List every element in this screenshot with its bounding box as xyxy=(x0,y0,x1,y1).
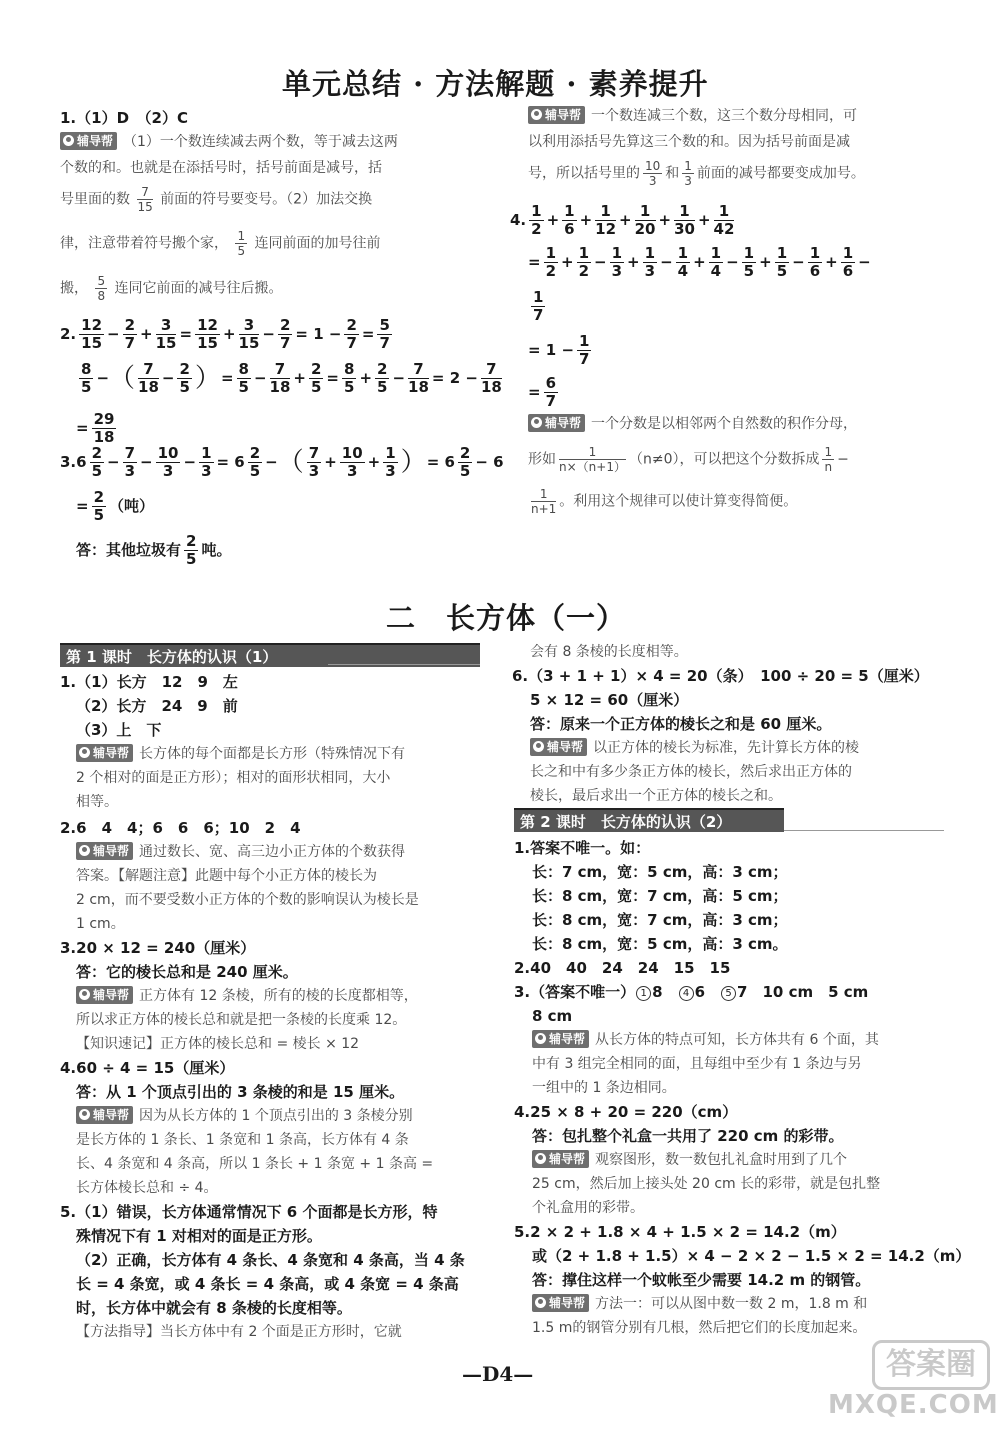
l1-line: 答：从 1 个顶点引出的 3 条棱的和是 15 厘米。 xyxy=(76,1083,405,1101)
tutor-badge: 辅导帮 xyxy=(76,744,133,762)
l2-line: 答：撑住这样一个蚊帐至少需要 14.2 m 的钢管。 xyxy=(532,1271,871,1289)
tutor-icon xyxy=(79,989,90,1000)
l2-line: 长：8 cm，宽：7 cm，高：3 cm； xyxy=(532,911,788,929)
explanation-1-line-3: 号里面的数 $\frac{7}{15}$ 前面的符号要变号。（2）加法交换 xyxy=(60,185,373,214)
tutor-icon xyxy=(535,1033,546,1044)
explanation-4-line-3: $\frac{1}{n+1}$ 。利用这个规律可以使计算变得简便。 xyxy=(531,487,798,516)
lesson-2-heading: 第 2 课时 长方体的认识（2） xyxy=(514,808,784,832)
l1-exp: 辅导帮 通过数长、宽、高三边小正方体的个数获得 xyxy=(76,840,405,864)
l1-line: 3.20 × 12 = 240（厘米） xyxy=(60,939,256,957)
l1-line: 4.60 ÷ 4 = 15（厘米） xyxy=(60,1059,235,1077)
l1-line: 长 = 4 条宽，或 4 条长 = 4 条高，或 4 条宽 = 4 条高 xyxy=(76,1275,459,1293)
tutor-badge: 辅导帮 xyxy=(76,986,133,1004)
l1-exp: 是长方体的 1 条长、1 条宽和 1 条高，长方体有 4 条 xyxy=(76,1132,409,1148)
explanation-3-line-2: 以利用添括号先算这三个数的和。因为括号前面是减 xyxy=(528,134,850,150)
fraction: $\frac{5}{8}$ xyxy=(97,274,106,303)
l1-line: 5.（1）错误，长方体通常情况下 6 个面都是长方形，特 xyxy=(60,1203,438,1221)
l1-exp: 辅导帮 因为从长方体的 1 个顶点引出的 3 条棱分别 xyxy=(76,1104,413,1128)
divider xyxy=(784,830,944,831)
tutor-badge: 辅导帮 xyxy=(528,106,585,124)
divider xyxy=(328,664,480,665)
tutor-badge: 辅导帮 xyxy=(76,1106,133,1124)
l1-line: 1.（1）长方 12 9 左 xyxy=(60,673,238,691)
tutor-icon xyxy=(79,845,90,856)
l2-exp: 中有 3 组完全相同的面，且每组中至少有 1 条边与另 xyxy=(532,1056,862,1072)
r-exp: 辅导帮 以正方体的棱长为标准，先计算长方体的棱 xyxy=(530,736,859,760)
explanation-1-line-1: 辅导帮 （1）一个数连续减去两个数，等于减去这两 xyxy=(60,130,398,154)
r-line: 6.（3 + 1 + 1）× 4 = 20（条） 100 ÷ 20 = 5（厘米） xyxy=(512,667,929,685)
l2-exp: 辅导帮 从长方体的特点可知，长方体共有 6 个面，其 xyxy=(532,1028,879,1052)
l1-exp: 相等。 xyxy=(76,794,118,810)
l1-line: （3）上 下 xyxy=(76,721,162,739)
l2-line: 答：包扎整个礼盒一共用了 220 cm 的彩带。 xyxy=(532,1127,844,1145)
l2-line: 长：8 cm，宽：7 cm，高：5 cm； xyxy=(532,887,788,905)
l1-line: （2）长方 24 9 前 xyxy=(76,697,238,715)
answer-2-line-1: 2. $\frac{12}{15}$ − $\frac{2}{7}$ + $\frac{3}{15}$ = $\frac{12}{15}$ + $\frac{3}{15}$ − $\frac{2}{7}$ = 1 − $\frac{2}{7}$ = $\frac{5}{7}$ xyxy=(60,316,390,352)
l2-exp: 一组中的 1 条边相同。 xyxy=(532,1080,676,1096)
tutor-icon xyxy=(531,109,542,120)
explanation-3-line-3: 号，所以括号里的 $\frac{10}{3}$ 和 $\frac{1}{3}$ 前面的减号都要变成加号。 xyxy=(528,159,865,188)
explanation-1-line-4: 律，注意带着符号搬个家， $\frac{1}{5}$ 连同前面的加号往前 xyxy=(60,229,381,258)
section-title: 二 长方体（一） xyxy=(386,601,627,635)
l2-line: 长：7 cm，宽：5 cm，高：3 cm； xyxy=(532,863,788,881)
answer-3-conclusion: 答：其他垃圾有 $\frac{2}{5}$ 吨。 xyxy=(76,532,232,568)
tutor-icon xyxy=(79,747,90,758)
answer-4-line-5: = $\frac{6}{7}$ xyxy=(528,374,557,410)
answer-1: 1.（1）D （2）C xyxy=(60,109,188,127)
l2-exp: 个礼盒用的彩带。 xyxy=(532,1200,644,1216)
answer-3-line-2: = $\frac{2}{5}$ （吨） xyxy=(76,488,155,524)
answer-4-line-3: $\frac{1}{7}$ xyxy=(533,288,544,324)
tutor-badge: 辅导帮 xyxy=(530,738,587,756)
answer-2-line-2: $\frac{8}{5}$ −（ $\frac{7}{18}$ − $\frac{2}{5}$ ）= $\frac{8}{5}$ − $\frac{7}{18}$ + $\frac{2}{5}$ = $\frac{8}{5}$ + $\frac{2}{5}$ − $\frac{7}{18}$ = 2 − $\frac{7}{18}$ xyxy=(81,360,502,396)
tutor-badge: 辅导帮 xyxy=(532,1030,589,1048)
l2-line: 8 cm xyxy=(532,1007,573,1025)
tutor-icon xyxy=(533,741,544,752)
explanation-1-line-2: 个数的和。也就是在添括号时，括号前面是减号，括 xyxy=(60,160,382,176)
tutor-icon xyxy=(535,1153,546,1164)
l1-exp: 所以求正方体的棱长总和就是把一条棱的长度乘 12。 xyxy=(76,1012,407,1028)
r-line: 答：原来一个正方体的棱长之和是 60 厘米。 xyxy=(530,715,832,733)
l1-exp: 辅导帮 正方体有 12 条棱，所有的棱的长度都相等， xyxy=(76,984,418,1008)
r-exp: 会有 8 条棱的长度相等。 xyxy=(530,644,688,660)
l2-line: 1.答案不唯一。如： xyxy=(514,839,651,857)
l1-exp: 2 cm，而不要受数小正方体的个数的影响误认为棱长是 xyxy=(76,892,419,908)
answer-4-line-4: = 1 − $\frac{1}{7}$ xyxy=(528,332,590,368)
answer-3-line-1: 3.6 $\frac{2}{5}$ − $\frac{7}{3}$ − $\frac{10}{3}$ − $\frac{1}{3}$ = 6 $\frac{2}{5}$ −（ $\frac{7}{3}$ + $\frac{10}{3}$ + $\frac{1}{3}$ ）= 6 $\frac{2}{5}$ − 6 xyxy=(60,444,504,480)
l2-exp: 辅导帮 方法一：可以从图中数一数 2 m，1.8 m 和 xyxy=(532,1292,867,1316)
answer-4-line-1: 4. $\frac{1}{2}$ + $\frac{1}{6}$ + $\frac{1}{12}$ + $\frac{1}{20}$ + $\frac{1}{30}$ + $\frac{1}{42}$ xyxy=(510,202,735,238)
l1-line: 时，长方体中就会有 8 条棱的长度相等。 xyxy=(76,1299,352,1317)
explanation-1-line-5: 搬， $\frac{5}{8}$ 连同它前面的减号往后搬。 xyxy=(60,274,283,303)
tutor-icon xyxy=(79,1109,90,1120)
tutor-badge: 辅导帮 xyxy=(76,842,133,860)
l1-line: 答：它的棱长总和是 240 厘米。 xyxy=(76,963,298,981)
lesson-1-heading: 第 1 课时 长方体的认识（1） xyxy=(60,643,480,667)
explanation-4-line-1: 辅导帮 一个分数是以相邻两个自然数的积作分母， xyxy=(528,412,857,436)
l2-exp: 1.5 m的钢管分别有几根，然后把它们的长度加起来。 xyxy=(532,1320,867,1336)
r-exp: 棱长，最后求出一个正方体的棱长之和。 xyxy=(530,788,782,804)
explanation-4-line-2: 形如 $\frac{1}{n\times(n+1)}$ （n≠0），可以把这个分数拆成 $\frac{1}{n}$ − xyxy=(528,445,849,474)
tutor-badge: 辅导帮 xyxy=(60,132,117,150)
r-exp: 长之和中有多少条正方体的棱长，然后求出正方体的 xyxy=(530,764,852,780)
l1-exp: 【方法指导】当长方体中有 2 个面是正方形时，它就 xyxy=(76,1324,402,1340)
answer-2-line-3: = $\frac{29}{18}$ xyxy=(76,410,115,446)
page-title: 单元总结 · 方法解题 · 素养提升 xyxy=(282,67,709,101)
tutor-badge: 辅导帮 xyxy=(528,414,585,432)
l2-exp: 辅导帮 观察图形，数一数包扎礼盒时用到了几个 xyxy=(532,1148,847,1172)
l2-exp: 25 cm，然后加上接头处 20 cm 长的彩带，就是包扎整 xyxy=(532,1176,881,1192)
watermark-logo: 答案圈 xyxy=(872,1340,990,1390)
fraction: $\frac{7}{15}$ xyxy=(137,185,153,214)
l1-line: 2.6 4 4；6 6 6；10 2 4 xyxy=(60,819,301,837)
fraction: $\frac{1}{5}$ xyxy=(237,229,246,258)
l1-exp: 辅导帮 长方体的每个面都是长方形（特殊情况下有 xyxy=(76,742,405,766)
tutor-badge: 辅导帮 xyxy=(532,1294,589,1312)
r-line: 5 × 12 = 60（厘米） xyxy=(530,691,689,709)
watermark-url: MXQE.COM xyxy=(828,1390,999,1420)
tutor-icon xyxy=(535,1297,546,1308)
l1-exp: 2 个相对的面是正方形）；相对的面形状相同，大小 xyxy=(76,770,391,786)
page-number: —D4— xyxy=(462,1362,534,1386)
answer-4-line-2: = $\frac{1}{2}$ + $\frac{1}{2}$ − $\frac{1}{3}$ + $\frac{1}{3}$ − $\frac{1}{4}$ + $\frac{1}{4}$ − $\frac{1}{5}$ + $\frac{1}{5}$ − $\frac{1}{6}$ + $\frac{1}{6}$ − xyxy=(528,244,871,280)
explanation-3-line-1: 辅导帮 一个数连减三个数，这三个数分母相同，可 xyxy=(528,104,857,128)
l2-line: 5.2 × 2 + 1.8 × 4 + 1.5 × 2 = 14.2（m） xyxy=(514,1223,846,1241)
l1-exp: 【知识速记】正方体的棱长总和 = 棱长 × 12 xyxy=(76,1036,360,1052)
l2-line: 2.40 40 24 24 15 15 xyxy=(514,959,731,977)
tutor-badge: 辅导帮 xyxy=(532,1150,589,1168)
l1-line: 殊情况下有 1 对相对的面是正方形。 xyxy=(76,1227,322,1245)
l1-line: （2）正确，长方体有 4 条长、4 条宽和 4 条高，当 4 条 xyxy=(76,1251,465,1269)
tutor-icon xyxy=(63,135,74,146)
l1-exp: 长、4 条宽和 4 条高，所以 1 条长 + 1 条宽 + 1 条高 = xyxy=(76,1156,434,1172)
l2-line: 或（2 + 1.8 + 1.5）× 4 − 2 × 2 − 1.5 × 2 = 14.2（m） xyxy=(532,1247,971,1265)
l2-line: 4.25 × 8 + 20 = 220（cm） xyxy=(514,1103,738,1121)
l2-line: 3.（答案不唯一） 1 8 4 6 5 7 10 cm 5 cm xyxy=(514,983,869,1001)
l1-exp: 1 cm。 xyxy=(76,916,125,932)
l1-exp: 长方体棱长总和 ÷ 4。 xyxy=(76,1180,218,1196)
tutor-icon xyxy=(531,417,542,428)
l2-line: 长：8 cm，宽：5 cm，高：3 cm。 xyxy=(532,935,788,953)
l1-exp: 答案。【解题注意】此题中每个小正方体的棱长为 xyxy=(76,868,377,884)
